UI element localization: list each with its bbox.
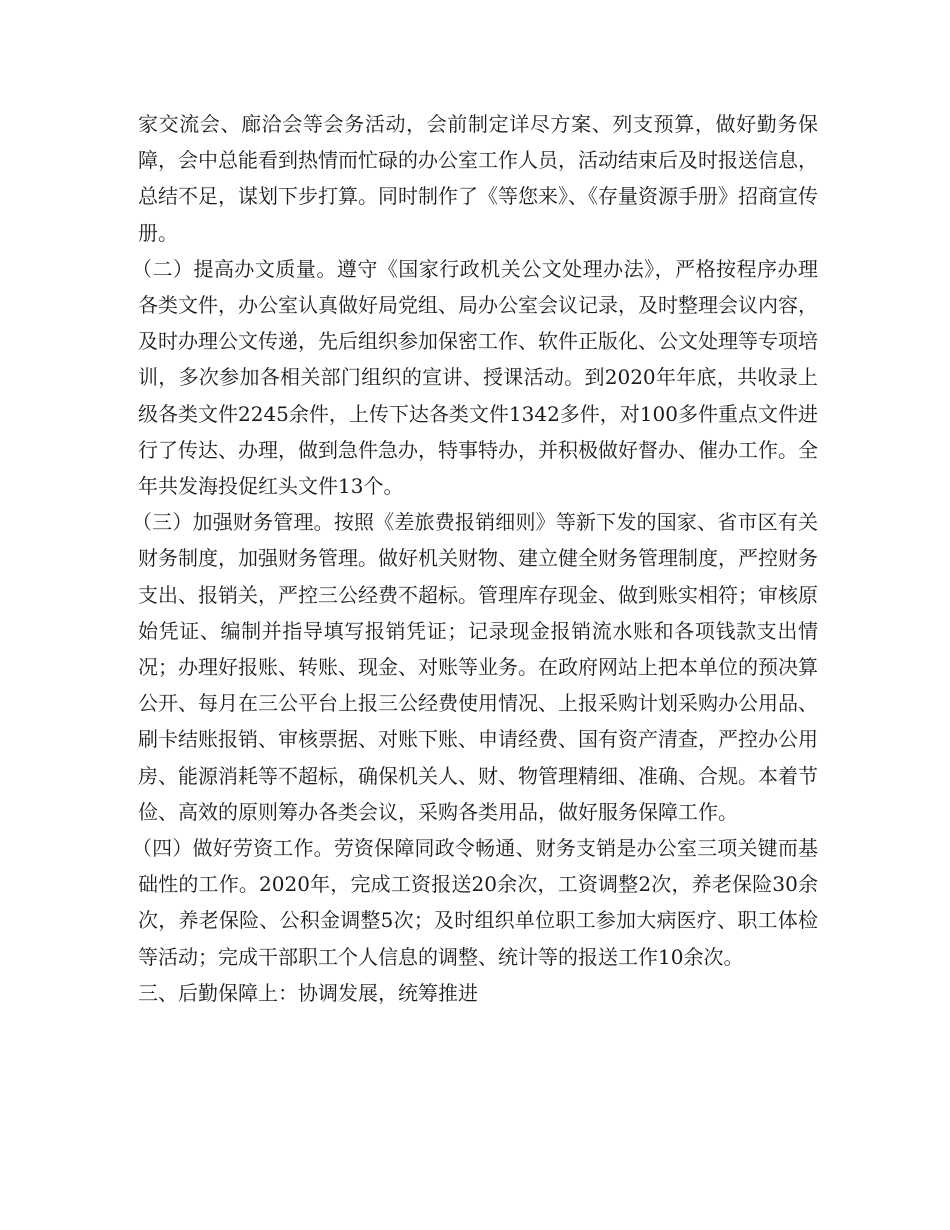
paragraph-labor-wages: （四）做好劳资工作。劳资保障同政令畅通、财务支销是办公室三项关键而基础性的工作。2020年，完成工资报送20余次，工资调整2次，养老保险30余次，养老保险、公积金调整5次；及时组织单位职工参加大病医疗、职工体检等活动；完成干部职工个人信息的调整、统计等的报送工作10余次。 [132,836,818,969]
document-body [132,106,818,1011]
paragraph-finance-management: （三）加强财务管理。按照《差旅费报销细则》等新下发的国家、省市区有关财务制度，加强财务管理。做好机关财物、建立健全财务管理制度，严控财务支出、报销关，严控三公经费不超标。管理库存现金、做到账实相符；审核原始凭证、编制并指导填写报销凭证；记录现金报销流水账和各项钱款支出情况；办理好报账、转账、现金、对账等业务。在政府网站上把本单位的预决算公开、每月在三公平台上报三公经费使用情况、上报采购计划采购办公用品、刷卡结账报销、审核票据、对账下账、申请经费、国有资产清查，严控办公用房、能源消耗等不超标，确保机关人、财、物管理精细、准确、合规。本着节俭、高效的原则筹办各类会议，采购各类用品，做好服务保障工作。 [132,510,818,824]
paragraph-document-quality: （二）提高办文质量。遵守《国家行政机关公文处理办法》，严格按程序办理各类文件，办公室认真做好局党组、局办公室会议记录，及时整理会议内容，及时办理公文传递，先后组织参加保密工作、软件正版化、公文处理等专项培训，多次参加各相关部门组织的宣讲、授课活动。到2020年年底，共收录上级各类文件2245余件，上传下达各类文件1342多件，对100多件重点文件进行了传达、办理，做到急件急办，特事特办，并积极做好督办、催办工作。全年共发海投促红头文件13个。 [132,256,818,499]
paragraph-meeting-services: 家交流会、廊洽会等会务活动，会前制定详尽方案、列支预算，做好勤务保障，会中总能看到热情而忙碌的办公室工作人员，活动结束后及时报送信息，总结不足，谋划下步打算。同时制作了《等您来》、《存量资源手册》招商宣传册。 [138,112,818,245]
section-heading-logistics: 三、后勤保障上：协调发展，统筹推进 [138,980,478,1005]
